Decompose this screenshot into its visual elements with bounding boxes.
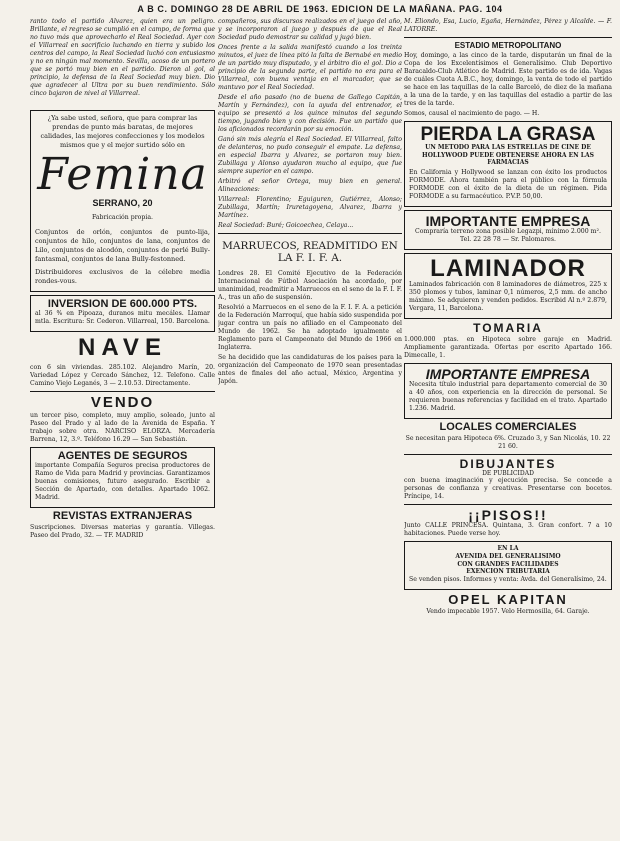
locales-title: LOCALES COMERCIALES	[439, 421, 577, 433]
revistas-body: Suscripciones. Diversas materias y garantía. Villegas. Paseo del Prado, 32. — TF. MADRID	[30, 524, 215, 539]
pierda-sub: UN METODO PARA LAS ESTRELLAS DE CINE DE HOLLYWOOD PUEDE OBTENERSE AHORA EN LAS FARMACIAS	[422, 144, 594, 167]
revistas-ad	[30, 511, 215, 540]
revistas-title: REVISTAS EXTRANJERAS	[52, 511, 193, 522]
column-middle	[218, 18, 402, 838]
avenida-line: AVENIDA DEL GENERALISIMO	[455, 552, 561, 560]
pisos-title: ¡¡PISOS!!	[468, 508, 548, 523]
opel-body: Vendo impecable 1957. Velo Hermosilla, 64. Garaje.	[426, 607, 590, 615]
dibujantes-title: DIBUJANTES	[459, 457, 557, 470]
opel-title: OPEL KAPITAN	[448, 592, 568, 606]
divider	[404, 454, 612, 455]
importante1-body: Compraría terreno zona posible Legazpi, mínimo 2.000 m². Tel. 22 28 78 — Sr. Palomares.	[415, 227, 601, 243]
column-left	[30, 18, 215, 838]
importante1-title: IMPORTANTE EMPRESA	[425, 213, 591, 228]
estadio-end: Somos, causal el nacimiento de pago. — H.	[404, 110, 540, 117]
vendo-title: VENDO	[90, 395, 155, 410]
femina-brand: Femina	[37, 149, 208, 200]
agentes-body: importante Compañía Seguros precisa productores de Ramo de Vida para Madrid y provincias. Garantizamos buenas comisiones, futuro asegurado. Escribir a Sección de Apartado, con detalles. Apartado 1062. Madrid.	[35, 462, 210, 501]
avenida-line: EXENCION TRIBUTARIA	[466, 568, 550, 576]
importante2-body: Necesita título industrial para departamento comercial de 30 a 40 años, con experiencia en la dirección de personal. Se requieren buenas referencias y facilidad en el trato. Apartado 1.236. Madrid.	[409, 380, 607, 412]
pisos-body: Junto CALLE PRINCESA. Quintana, 3. Gran confort. 7 a 10 habitaciones. Puede verse hoy.	[404, 522, 612, 538]
dibujantes-sub: DE PUBLICIDAD	[482, 469, 534, 477]
dibujantes-body: con buena imaginación y ejecución precisa. Se concede a personas de confianza y creativas. Presentarse con bocetos. Príncipe, 14.	[404, 477, 612, 501]
tomaria-ad	[404, 322, 612, 360]
femina-address: SERRANO, 20	[92, 198, 153, 208]
laminador-ad	[404, 253, 612, 319]
tomaria-body: 1.000.000 ptas. en Hipoteca sobre garaje en Madrid. Ampliamente garantizada. Ofertas por escrito Apartado 166. Dimecalle, 1.	[404, 335, 612, 359]
pierda-ad	[404, 121, 612, 207]
nave-body: con 6 sin viviendas. 285.102. Alejandro Marín, 20. Variedad López y Cercado Sánchez, 12. Telefono. Calle Camino Viejo Leganés, 3 — 2.10.53. Directamente.	[30, 364, 215, 387]
article-text: Arbitró el señor Ortega, muy bien en general. Alineaciones:	[218, 178, 402, 193]
importante1-ad	[404, 210, 612, 250]
femina-ad	[30, 110, 215, 292]
avenida-line: CON GRANDES FACILIDADES	[457, 560, 559, 568]
page-header: A B C. DOMINGO 28 DE ABRIL DE 1963. EDICION DE LA MAÑANA. PAG. 104	[137, 4, 503, 14]
nave-ad	[30, 336, 215, 388]
estadio-title: ESTADIO METROPOLITANO	[454, 41, 562, 50]
inversion-body: al 36 % en Pipoaza, duranos mitu mecáles. Llamar mtla. Escritura: Sr. Cederon. Villarreal, 150. Barcelona.	[35, 310, 210, 325]
importante2-ad	[404, 363, 612, 419]
agentes-ad	[30, 447, 215, 508]
article-text: M. Eliondo, Esa, Lucio, Egaña, Hernández, Pérez y Alcalde. — F. LATORRE.	[404, 18, 612, 33]
lineup-text: Real Sociedad: Buré; Goicoechea, Celaya...	[218, 222, 354, 229]
article-text: compañeros, sus discursos realizados en el juego del año, y se incorporaron al juego y después de que el Real Sociedad pudo demostrar su calidad y jugó bien.	[218, 18, 402, 41]
avenida-body: Se venden pisos. Informes y venta: Avda. del Generalísimo, 24.	[409, 575, 607, 583]
marruecos-body: Se ha decidido que las candidaturas de los países para la organización del Campeonato de 1970 sean presentadas antes de finales del año actual, México, Argentina y Japón.	[218, 354, 402, 385]
marruecos-body: Resolvió a Marruecos en el seno de la F. I. F. A. a petición de la Federación Marroquí, que había sido suspendida por jugar contra un país no afiliado en el Campeonato del Mundo de 1962. Se ha adoptado igualmente el Reglamento para el Campeonato del Mundo de 1966 en Inglaterra.	[218, 304, 402, 351]
pierda-title: PIERDA LA GRASA	[420, 125, 596, 144]
agentes-title: AGENTES DE SEGUROS	[57, 451, 188, 462]
divider	[30, 391, 215, 392]
nave-title: NAVE	[78, 336, 167, 360]
article-text: Desde el año pasado (no de buena de Gallego Capitán, Martín y Fernández), con la ayuda del entrenador, el equipo se presentó a los quince minutos del segundo tiempo, jugando bien y con decisión. Fue un partido que los aficionados recordarán por su emoción.	[218, 94, 402, 133]
estadio-body: Hoy, domingo, a las cinco de la tarde, disputarán un final de la Copa de los Excelentísimos el Generalísimo. Club Deportivo Baracaldo-Club Atlético de Madrid. Este partido es de ida. Vagas de cuáles Cuota A.B.C., hoy, domingo, la venta de todo el partido se hace en las taquillas de la calle Barceló, de diez de la mañana a la una de la tarde, y en las taquillas del estadio a partir de las tres de la tarde.	[404, 52, 612, 107]
femina-dist: Distribuidores exclusivos de la célebre media rondes-vous.	[35, 268, 210, 285]
locales-ad	[404, 422, 612, 451]
inversion-ad	[30, 295, 215, 332]
divider	[404, 37, 612, 38]
article-text: ranto todo el partido Alvarez, quien era un peligro. Brillante, el regreso se cumplió en el campo, de forma que no tuvo más que aprovecharlo el Real Sociedad. Ayer con el Villarreal en sacrificio luchando en tierra y subido los centros del campo, la Real Sociedad luchó con entusiasmo y no en ningún mal momento. Sevilla, acoso de un portero que se portó muy bien en el partido. Dieron al gol, al principio, la defensa de la Real Sociedad muy bien. Dio que agradecer al Ultra por su buen rendimiento. Sólo cinco bajaron de nivel al Villarreal.	[30, 18, 215, 97]
laminador-body: Laminados fabricación con 8 laminadores de diámetros, 225 x 350 plomos y tubos, laminar 0,1 números, 2,5 mm. de ancho máximo. Se adquieren y venden pedidos. Escribid Al n.º 2.879, Vergara, 11, Barcelona.	[409, 280, 607, 312]
pisos-ad	[404, 508, 612, 538]
tomaria-title: TOMARIA	[473, 321, 543, 334]
pierda-body: En California y Hollywood se lanzan con éxito los productos FORMODE. Ahora también para el público con la fórmula FORMODE con el éxito de la dieta de un régimen. Pida FORMODE a su farmacéutico. P.V.P. 50,00.	[409, 168, 607, 200]
vendo-body: un tercer piso, completo, muy amplio, soleado, junto al Paseo del Prado y al lado de la Avenida de España. Y trabajo sobre otra. NARCISO ELORZA. Mercadería Barrena, 12, 3.º. Teléfono 16.29 — San Sebastián.	[30, 412, 215, 443]
laminador-title: LAMINADOR	[430, 256, 586, 281]
article-text: Ganó sin más alegría el Real Sociedad. El Villarreal, falto de delanteros, no pudo conseguir el empate. La defensa, en especial Ibarra y Alvarez, se portaron muy bien. Zubillaga y Alonso ayudaron mucho al equipo, que fue siempre superior en el campo.	[218, 136, 402, 175]
column-right	[404, 18, 612, 838]
locales-body: Se necesitan para Hipoteca 6%. Cruzado 3, y San Nicolás, 10. 22 21 60.	[405, 434, 611, 450]
femina-fab: Fabricación propia.	[92, 214, 153, 221]
marruecos-title: MARRUECOS, READMITIDO EN LA F. I. F. A.	[222, 240, 398, 264]
lineup-text: Villarreal: Florentino; Eguiguren, Gutiérrez, Alonso; Zubillaga, Martín; Iruretagoyena, Alvarez, Ibarra y Martínez.	[218, 196, 402, 219]
avenida-line: EN LA	[497, 545, 519, 553]
dibujantes-ad	[404, 458, 612, 502]
opel-ad	[404, 593, 612, 616]
inversion-title: INVERSION DE 600.000 PTS.	[47, 299, 198, 310]
article-text: Onces frente a la salida manifestó cuando a los treinta minutos, el juez de línea pitó la falta de Bernabé en medio de un partido muy disputado, y el árbitro dio el gol. Dio a principio de la segunda parte, el partido no era para el Villarreal, con buena ventaja en el marcador, que se mantuvo por el Real Sociedad.	[218, 44, 402, 91]
importante2-title: IMPORTANTE EMPRESA	[425, 366, 591, 381]
femina-intro: ¿Ya sabe usted, señora, que para comprar las prendas de punto más baratas, de mejores calidades, las mejores confecciones y los modelos mismos que y el mejor surtido sólo en	[40, 114, 205, 149]
marruecos-body: Londres 28. El Comité Ejecutivo de la Federación Internacional de Fútbol Asociación ha acordado, por unanimidad, readmitir a Marruecos en el seno de la F. I. F. A., tras un año de suspensión.	[218, 270, 402, 301]
femina-body: Conjuntos de orlón, conjuntos de punto-lija, conjuntos de hilo, conjuntos de lana, conjuntos de Lilo, conjuntos de alcodón, conjuntos de perlé Bully-fantasmal, conjuntos de lana Bully-festonned.	[35, 228, 210, 263]
divider	[404, 504, 612, 505]
avenida-ad	[404, 541, 612, 589]
divider	[218, 233, 402, 234]
vendo-ad	[30, 395, 215, 444]
